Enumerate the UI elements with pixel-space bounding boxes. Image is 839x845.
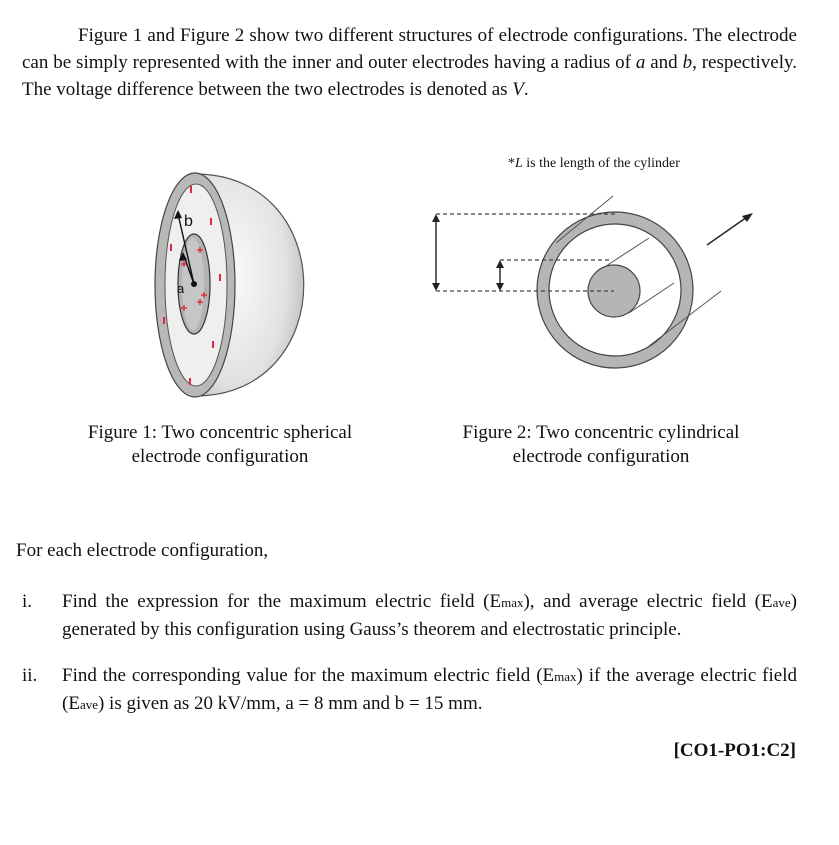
- dimension-b-head-bottom: [432, 283, 440, 291]
- var-l: L: [515, 156, 523, 171]
- label-a: a: [177, 281, 185, 296]
- figure2-cylindrical-diagram: [425, 150, 765, 375]
- question-item-i: [22, 588, 797, 643]
- figure1-spherical-diagram: [150, 168, 340, 403]
- var-a: a: [635, 52, 646, 73]
- intro-text-3: , respectively. The voltage difference between the two electrodes is denoted as: [22, 52, 798, 100]
- item-number: i.: [22, 591, 33, 612]
- question-item-ii: [22, 662, 797, 718]
- intro-text-1: Figure 1 and Figure 2 show two different structures of electrode configurations. The electrode can be simply represented with the inner and outer electrodes having a radius of: [22, 25, 797, 73]
- item-text: Find the corresponding value for the maximum electric field (Emax) if the average electric field (Eave) is given as 20 kV/mm, a = 8 mm and b = 15 mm.: [62, 665, 797, 714]
- cylinder-length-note: *L is the length of the cylinder: [508, 156, 680, 171]
- var-b: b: [682, 52, 693, 73]
- length-direction-arrowhead: [742, 213, 753, 222]
- label-b: b: [184, 213, 193, 230]
- length-direction-arrow: [707, 217, 747, 245]
- intro-text-2: and: [645, 52, 683, 73]
- intro-paragraph: [22, 22, 797, 103]
- item-text: Find the expression for the maximum electric field (Emax), and average electric field (Eave) generated by this configuration using Gauss’s theorem and electrostatic principle.: [62, 591, 797, 640]
- figure2-caption: Figure 2: Two concentric cylindrical electrode configuration: [462, 422, 740, 467]
- dimension-a-head-bottom: [496, 283, 504, 291]
- figure1-caption: Figure 1: Two concentric spherical electrode configuration: [87, 422, 353, 467]
- intro-text-4: .: [523, 79, 529, 100]
- item-number: ii.: [22, 665, 38, 686]
- for-each-heading: For each electrode configuration,: [16, 540, 269, 561]
- course-outcome-code: [CO1-PO1:C2]: [673, 740, 796, 761]
- dimension-a-head-top: [496, 260, 504, 268]
- dimension-b-head-top: [432, 214, 440, 222]
- var-v: V: [512, 79, 524, 100]
